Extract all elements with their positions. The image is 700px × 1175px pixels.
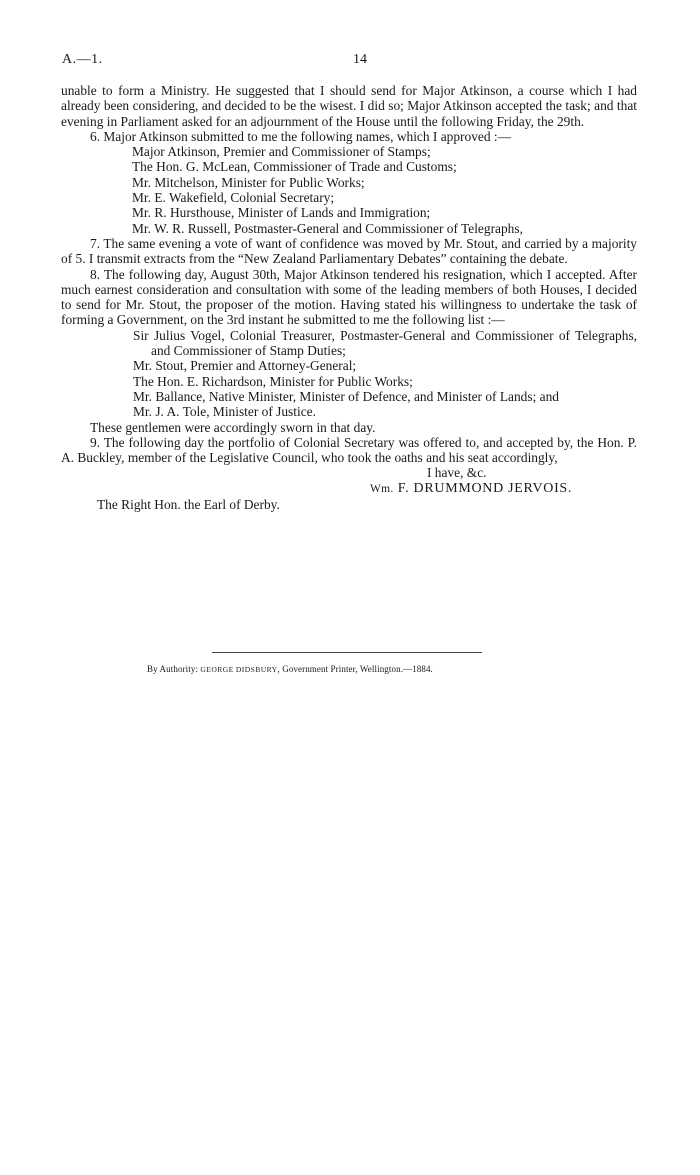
- list-item: Sir Julius Vogel, Colonial Treasurer, Postmaster-General and Commissioner of Telegraphs, and Commissioner of Stamp Duties;: [133, 327, 637, 359]
- list-item: Major Atkinson, Premier and Commissioner of Stamps;: [132, 144, 431, 160]
- signature-block: [61, 465, 637, 497]
- list-item: Mr. W. R. Russell, Postmaster-General and Commissioner of Telegraphs,: [132, 220, 523, 236]
- footer-rule: [212, 652, 482, 653]
- imprint-text: [147, 662, 433, 677]
- list-item: Mr. Ballance, Native Minister, Minister of Defence, and Minister of Lands; and: [133, 388, 559, 404]
- signatory-prefix: Wm.: [370, 482, 394, 495]
- signatory-surname: F. DRUMMOND JERVOIS.: [397, 480, 573, 496]
- list-item: Mr. Stout, Premier and Attorney-General;: [133, 358, 357, 374]
- page-number: 14: [353, 52, 367, 67]
- addressee: The Right Hon. the Earl of Derby.: [97, 497, 280, 513]
- paragraph-6-intro: 6. Major Atkinson submitted to me the following names, which I approved :—: [90, 128, 512, 144]
- imprint-printer-name: GEORGE DIDSBURY: [200, 665, 278, 674]
- document-reference: A.—1.: [62, 52, 103, 67]
- list-item: Mr. E. Wakefield, Colonial Secretary;: [132, 190, 335, 206]
- atkinson-ministry-list: [61, 144, 637, 236]
- despatch-body: [61, 83, 637, 512]
- list-item: Mr. Mitchelson, Minister for Public Works;: [132, 174, 365, 190]
- page-header: [62, 52, 638, 70]
- imprint-suffix: , Government Printer, Wellington.—1884.: [277, 664, 433, 674]
- signatory-name: [61, 481, 637, 497]
- list-item: Mr. R. Hursthouse, Minister of Lands and Immigration;: [132, 205, 431, 221]
- imprint-prefix: By Authority:: [147, 664, 199, 674]
- paragraph-8-after: These gentlemen were accordingly sworn in that day.: [90, 419, 376, 435]
- paragraph-9: 9. The following day the portfolio of Colonial Secretary was offered to, and accepted by, the Hon. P. A. Buckley, member of the Legislative Council, who took the oaths and his seat accordingly,: [61, 434, 637, 466]
- closing-phrase: I have, &c.: [427, 465, 487, 481]
- list-item: Mr. J. A. Tole, Minister of Justice.: [133, 404, 316, 420]
- paragraph-7: 7. The same evening a vote of want of confidence was moved by Mr. Stout, and carried by a majority of 5. I transmit extracts from the “New Zealand Parliamentary Debates” containing the debate.: [61, 235, 637, 267]
- paragraph-8: 8. The following day, August 30th, Major Atkinson tendered his resignation, which I accepted. After much earnest consideration and consultation with some of the leading members of both Houses, I decided to send for Mr. Stout, the proposer of the motion. Having stated his willingness to undertake the task of forming a Government, on the 3rd instant he submitted to me the following list :—: [61, 266, 637, 328]
- stout-ministry-list: [61, 328, 637, 420]
- paragraph-continuation: unable to form a Ministry. He suggested that I should send for Major Atkinson, a course which I had already been considering, and decided to be the wisest. I did so; Major Atkinson accepted the task; and that evening in Parliament asked for an adjournment of the House until the following Friday, the 29th.: [61, 83, 637, 129]
- list-item: The Hon. E. Richardson, Minister for Public Works;: [133, 373, 413, 389]
- list-item: The Hon. G. McLean, Commissioner of Trade and Customs;: [132, 159, 457, 175]
